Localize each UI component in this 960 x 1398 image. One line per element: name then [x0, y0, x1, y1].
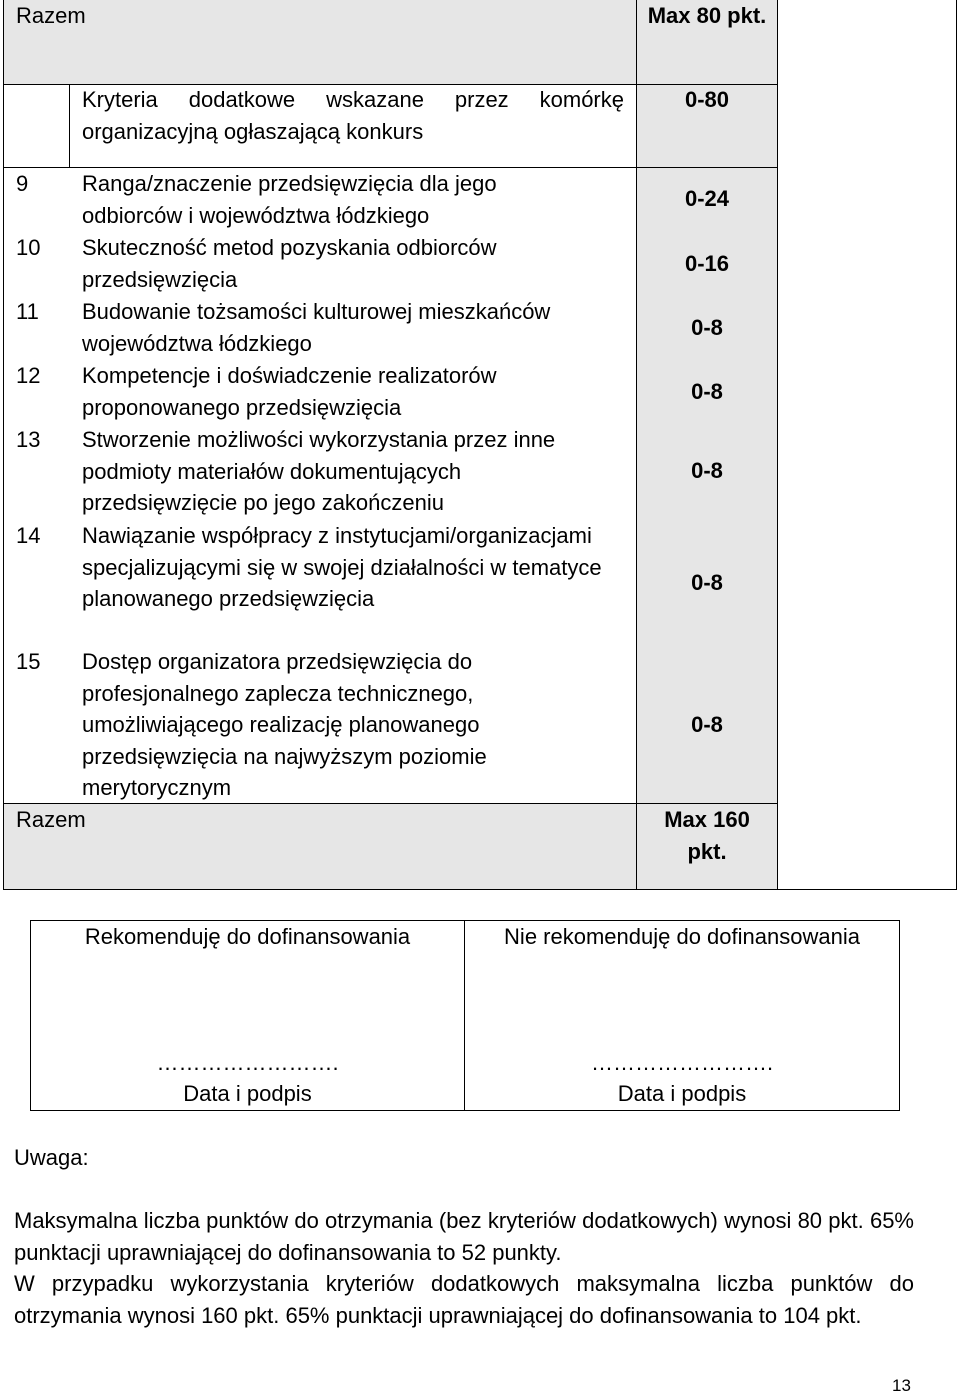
not-recommend-signature-caption: Data i podpis	[617, 1081, 747, 1106]
row-points: 0-8	[691, 570, 723, 595]
row-description: Ranga/znaczenie przedsięwzięcia dla jego odbiorców i województwa łódzkiego	[82, 171, 497, 228]
row-number: 14	[16, 523, 41, 548]
row-description: Skuteczność metod pozyskania odbiorców przedsięwzięcia	[82, 235, 497, 292]
notes-heading: Uwaga:	[14, 1145, 89, 1170]
top-total-row-bg	[4, 0, 636, 84]
page-number: 13	[892, 1376, 911, 1395]
bottom-total-row-bg	[4, 803, 636, 890]
column-divider-points-right	[777, 0, 778, 890]
table-border-right	[956, 0, 957, 890]
recommend-signature-line: …………………….	[156, 1050, 339, 1075]
row-number: 15	[16, 649, 41, 674]
recommend-signature-caption: Data i podpis	[183, 1081, 312, 1106]
not-recommend-signature-line: …………………….	[590, 1050, 774, 1075]
recommend-label: Rekomenduję do dofinansowania	[84, 924, 411, 949]
column-divider-points-left	[636, 0, 637, 890]
row-points: 0-8	[691, 712, 723, 737]
row-number: 10	[16, 235, 41, 260]
points-column-bg	[637, 0, 777, 890]
extra-criteria-points: 0-80	[684, 87, 730, 112]
column-divider-number	[69, 84, 70, 167]
notes-paragraph-1: Maksymalna liczba punktów do otrzymania (bez kryteriów dodatkowych) wynosi 80 pkt. 65% punktacji uprawniającej do dofinansowania to 52 punkty.	[14, 1208, 914, 1265]
row-number: 11	[16, 299, 39, 324]
not-recommend-label: Nie rekomenduję do dofinansowania	[504, 924, 860, 949]
row-points: 0-8	[691, 458, 723, 483]
extra-criteria-label: Kryteria dodatkowe wskazane przez komórkę organizacyjną ogłaszającą konkurs	[82, 87, 624, 144]
row-description: Dostęp organizatora przedsięwzięcia do profesjonalnego zaplecza technicznego, umożliwiającego realizację planowanego przedsięwzięcia na najwyższym poziomie merytorycznym	[82, 649, 487, 800]
bottom-total-label: Razem	[16, 807, 86, 832]
row-description: Kompetencje i doświadczenie realizatorów proponowanego przedsięwzięcia	[82, 363, 497, 420]
signature-box-bottom	[30, 1110, 900, 1111]
row-points: 0-8	[691, 315, 723, 340]
row-number: 13	[16, 427, 41, 452]
row-number: 9	[16, 171, 29, 196]
signature-box-right	[899, 920, 900, 1111]
row-description: Stworzenie możliwości wykorzystania przez inne podmioty materiałów dokumentujących przedsięwzięcie po jego zakończeniu	[82, 427, 556, 515]
top-total-label: Razem	[16, 3, 86, 28]
row-description: Budowanie tożsamości kulturowej mieszkańców województwa łódzkiego	[82, 299, 551, 356]
table-border-left	[3, 0, 4, 890]
row-description: Nawiązanie współpracy z instytucjami/organizacjami specjalizującymi się w swojej działalności w tematyce planowanego przedsięwzięcia	[82, 523, 602, 611]
table-border-bottom	[3, 889, 957, 890]
row-points: 0-8	[691, 379, 723, 404]
top-total-points: Max 80 pkt.	[647, 3, 767, 28]
bottom-total-points: Max 160 pkt.	[664, 807, 750, 864]
row-points: 0-24	[684, 186, 730, 211]
notes-paragraph-2: W przypadku wykorzystania kryteriów dodatkowych maksymalna liczba punktów do otrzymania wynosi 160 pkt. 65% punktacji uprawniającej do dofinansowania to 104 pkt.	[14, 1271, 914, 1328]
row-number: 12	[16, 363, 41, 388]
row-points: 0-16	[684, 251, 730, 276]
